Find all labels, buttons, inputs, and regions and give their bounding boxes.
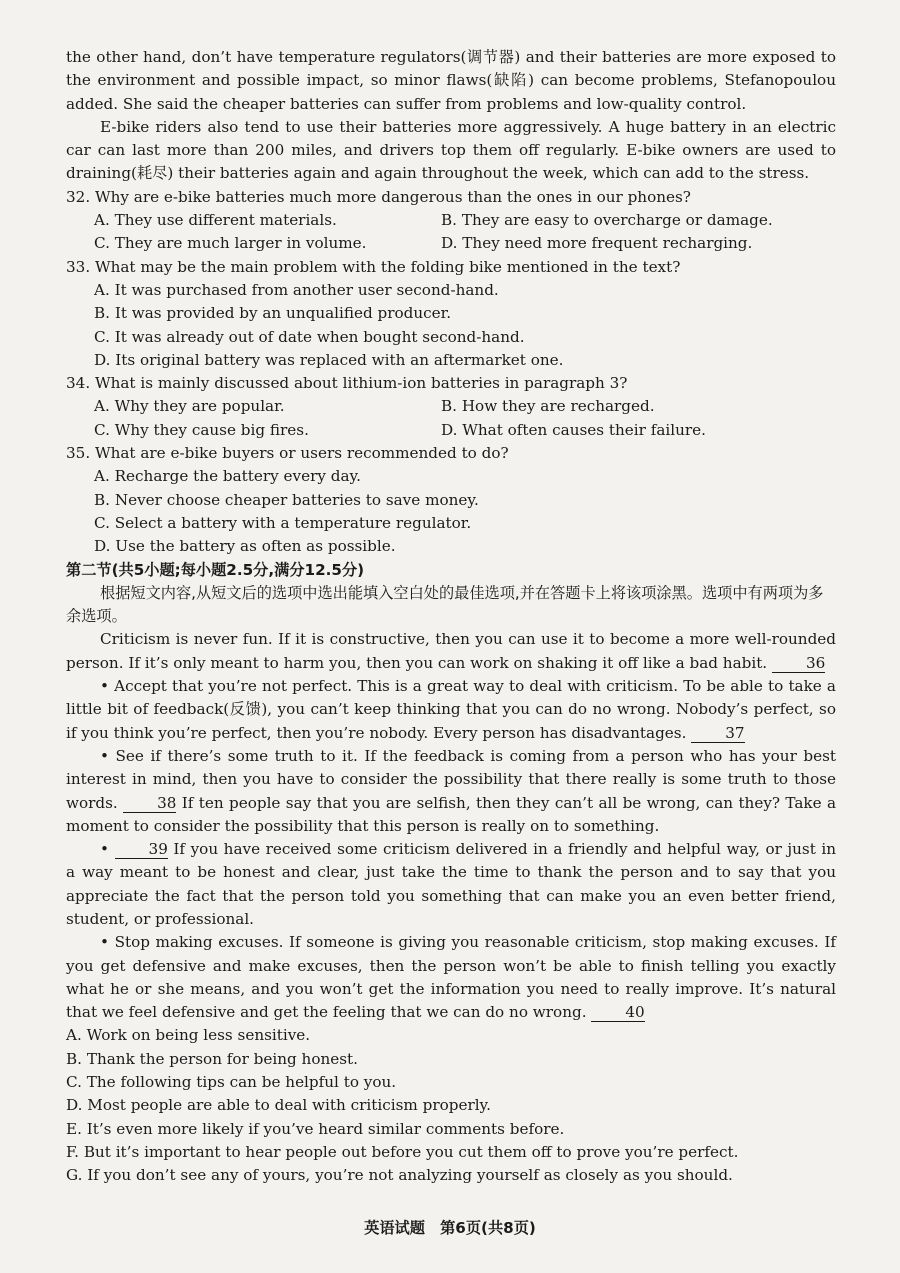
- option-b: B. They are easy to overcharge or damage.: [441, 211, 773, 230]
- question-32: [66, 186, 836, 256]
- paragraph-text: • Accept that you’re not perfect. This is a great way to deal with criticism. To be able to take a little bit of feedback(反馈), you can’t keep thinking that you can do no wrong. Nobody’s perfect, so if you think you’re perfect, then you’re nobody. Every person has disadvantages.: [66, 677, 836, 742]
- question-34: [66, 372, 836, 442]
- option-d: D. Its original battery was replaced with an aftermarket one.: [94, 350, 564, 369]
- exam-page: [66, 46, 836, 1188]
- choice-d: D. Most people are able to deal with criticism properly.: [66, 1096, 491, 1115]
- passage-paragraph: E-bike riders also tend to use their batteries more aggressively. A huge battery in an electric car can last more than 200 miles, and drivers top them off regularly. E-bike owners are used to draining(耗尽) their batteries again and again throughout the week, which can add to the stress.: [66, 117, 836, 183]
- choice-b: B. Thank the person for being honest.: [66, 1049, 358, 1068]
- option-d: D. Use the battery as often as possible.: [94, 537, 396, 556]
- passage-paragraph: [66, 675, 836, 745]
- passage-paragraph: [66, 838, 836, 931]
- option-c: C. Why they cause big fires.: [94, 420, 309, 439]
- blank-38: 38: [123, 795, 176, 813]
- option-b: B. How they are recharged.: [441, 397, 655, 416]
- blank-39: 39: [115, 841, 168, 859]
- option-a: A. They use different materials.: [94, 211, 337, 230]
- option-b: B. Never choose cheaper batteries to save money.: [94, 490, 479, 509]
- question-35: [66, 442, 836, 558]
- section-instruction: 根据短文内容,从短文后的选项中选出能填入空白处的最佳选项,并在答题卡上将该项涂黑。选项中有两项为多余选项。: [66, 583, 824, 626]
- blank-37: 37: [691, 725, 744, 743]
- option-c: C. Select a battery with a temperature regulator.: [94, 513, 472, 532]
- option-a: A. Why they are popular.: [94, 397, 285, 416]
- choice-g: G. If you don’t see any of yours, you’re not analyzing yourself as closely as you should.: [66, 1166, 733, 1185]
- blank-40: 40: [591, 1004, 644, 1022]
- passage-paragraph: [66, 628, 836, 675]
- question-stem: 33. What may be the main problem with the folding bike mentioned in the text?: [66, 257, 681, 276]
- paragraph-text: • See if there’s some truth to it. If the feedback is coming from a person who has your best interest in mind, then you have to consider the possibility that there really is some truth to those words.: [66, 746, 836, 812]
- bullet: •: [100, 840, 109, 859]
- option-d: D. What often causes their failure.: [441, 420, 706, 439]
- answer-choices: [66, 1024, 836, 1187]
- passage-paragraph: [66, 931, 836, 1024]
- choice-a: A. Work on being less sensitive.: [66, 1026, 311, 1045]
- paragraph-text: Criticism is never fun. If it is constructive, then you can use it to become a more well-rounded person. If it’s only meant to harm you, then you can work on shaking it off like a bad habit.: [66, 630, 836, 672]
- choice-e: E. It’s even more likely if you’ve heard similar comments before.: [66, 1119, 565, 1138]
- option-d: D. They need more frequent recharging.: [441, 234, 753, 253]
- question-stem: 32. Why are e-bike batteries much more dangerous than the ones in our phones?: [66, 187, 691, 206]
- option-c: C. It was already out of date when bought second-hand.: [94, 327, 525, 346]
- page-footer: 英语试题 第6页(共8页): [364, 1219, 536, 1237]
- option-a: A. Recharge the battery every day.: [94, 467, 361, 486]
- choice-c: C. The following tips can be helpful to you.: [66, 1073, 397, 1092]
- choice-f: F. But it’s important to hear people out before you cut them off to prove you’re perfect.: [66, 1142, 739, 1161]
- question-stem: 34. What is mainly discussed about lithium-ion batteries in paragraph 3?: [66, 374, 628, 393]
- paragraph-text: • Stop making excuses. If someone is giving you reasonable criticism, stop making excuses. If you get defensive and make excuses, then the person won’t be able to finish telling you exactly what he or she means, and you won’t get the information you need to really improve. It’s natural that we feel defensive and get the feeling that we can do no wrong.: [66, 933, 836, 1022]
- passage-paragraph: the other hand, don’t have temperature regulators(调节器) and their batteries are more exposed to the environment and possible impact, so minor flaws(缺陷) can become problems, Stefanopoulou added. She said the cheaper batteries can suffer from problems and low-quality control.: [66, 48, 836, 113]
- option-c: C. They are much larger in volume.: [94, 234, 367, 253]
- paragraph-text: If you have received some criticism delivered in a friendly and helpful way, or just in a way meant to be honest and clear, just take the time to thank the person and to say that you appreciate the fact that the person told you something that can make you an even better friend, student, or professional.: [66, 840, 837, 928]
- passage-paragraph: [66, 745, 836, 838]
- blank-36: 36: [772, 655, 825, 673]
- question-stem: 35. What are e-bike buyers or users recommended to do?: [66, 444, 509, 463]
- paragraph-text: If ten people say that you are selfish, then they can’t all be wrong, can they? Take a moment to consider the possibility that this person is really on to something.: [66, 793, 837, 835]
- question-33: [66, 256, 836, 372]
- option-a: A. It was purchased from another user second-hand.: [94, 280, 499, 299]
- section-heading: 第二节(共5小题;每小题2.5分,满分12.5分): [66, 560, 365, 579]
- option-b: B. It was provided by an unqualified producer.: [94, 304, 452, 323]
